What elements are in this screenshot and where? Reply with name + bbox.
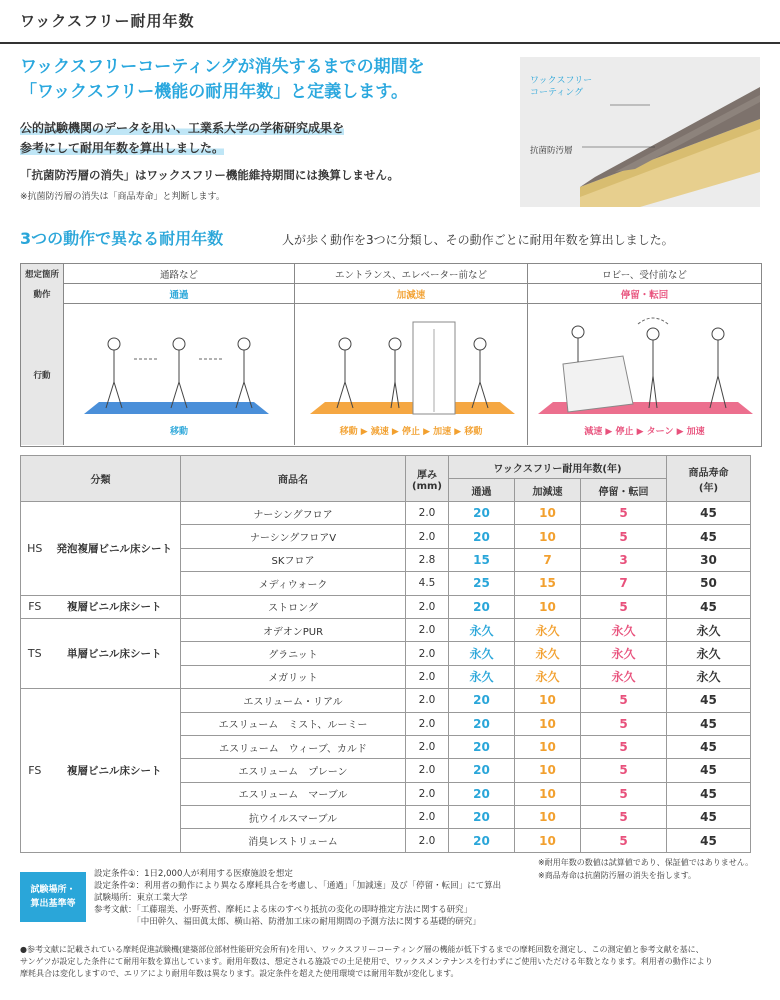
pass-years: 20	[449, 735, 515, 758]
product-name: 消臭レストリューム	[181, 829, 406, 852]
table-row	[21, 618, 751, 641]
motion-cell-stay: 停留・転回	[527, 284, 761, 304]
stay-years: 5	[581, 806, 667, 829]
product-life: 45	[667, 759, 751, 782]
product-life: 永久	[667, 642, 751, 665]
stay-years: 5	[581, 525, 667, 548]
header-thickness	[406, 456, 449, 502]
thickness-value: 4.5	[406, 572, 449, 595]
footnote-estimate: ※耐用年数の数値は試算値であり、保証値ではありません。	[538, 858, 754, 867]
pass-years: 15	[449, 548, 515, 571]
thickness-value: 2.0	[406, 689, 449, 712]
antibacterial-subnote: ※抗菌防汚層の消失は「商品寿命」と判断します。	[20, 192, 225, 202]
stay-years: 5	[581, 689, 667, 712]
conditions-badge-line-1: 試験場所・	[30, 885, 76, 895]
title-divider	[0, 42, 780, 44]
accel-years: 永久	[515, 642, 581, 665]
condition-line: 試験場所：東京工業大学	[94, 893, 188, 903]
wax-free-label-line-1: ワックスフリー	[530, 76, 593, 86]
product-life: 45	[667, 735, 751, 758]
table-row	[21, 502, 751, 525]
pass-years: 永久	[449, 618, 515, 641]
stay-years: 永久	[581, 665, 667, 688]
motion-cell-accel: 加減速	[294, 284, 527, 304]
product-life: 45	[667, 502, 751, 525]
durability-table-body	[21, 502, 751, 853]
thickness-value: 2.0	[406, 618, 449, 641]
condition-line: 参考文献：「工藤瑠美、小野英哲、摩耗による床のすべり抵抗の変化の即時推定方法に関する研究」	[94, 905, 473, 915]
pass-years: 20	[449, 595, 515, 618]
group-code: HS	[21, 502, 49, 596]
accel-years: 10	[515, 525, 581, 548]
thickness-value: 2.0	[406, 759, 449, 782]
accel-years: 永久	[515, 618, 581, 641]
place-cell: ロビー、受付前など	[527, 264, 761, 284]
pass-years: 永久	[449, 665, 515, 688]
pass-years: 20	[449, 502, 515, 525]
antibacterial-layer-label: 抗菌防汚層	[530, 146, 573, 156]
header-thickness-label: 厚み	[417, 469, 437, 481]
thickness-value: 2.0	[406, 829, 449, 852]
pass-years: 20	[449, 782, 515, 805]
stay-years: 5	[581, 829, 667, 852]
product-life: 永久	[667, 618, 751, 641]
test-conditions	[94, 868, 501, 928]
stay-years: 永久	[581, 642, 667, 665]
section-description: 人が歩く動作を3つに分類し、その動作ごとに耐用年数を算出しました。	[282, 233, 674, 247]
wax-free-label-line-2: コーティング	[530, 88, 584, 98]
product-life: 45	[667, 595, 751, 618]
group-name: 複層ビニル床シート	[49, 595, 181, 618]
product-name: オデオンPUR	[181, 618, 406, 641]
accel-years: 永久	[515, 665, 581, 688]
accel-years: 10	[515, 782, 581, 805]
pass-years: 20	[449, 525, 515, 548]
accel-years: 10	[515, 806, 581, 829]
intro-line-1: 公的試験機関のデータを用い、工業系大学の学術研究成果を	[20, 121, 345, 135]
accel-years: 10	[515, 735, 581, 758]
product-name: ナーシングフロアV	[181, 525, 406, 548]
place-cell: 通路など	[63, 264, 294, 284]
group-name: 複層ビニル床シート	[49, 689, 181, 853]
scene-stay	[527, 304, 761, 445]
product-name: 抗ウイルスマーブル	[181, 806, 406, 829]
table-row	[21, 689, 751, 712]
group-code: FS	[21, 595, 49, 618]
headline-line-1: ワックスフリーコーティングが消失するまでの期間を	[20, 57, 425, 77]
place-cell: エントランス、エレベーター前など	[294, 264, 527, 284]
group-code: FS	[21, 689, 49, 853]
motion-cell-pass: 通過	[63, 284, 294, 304]
pass-years: 20	[449, 712, 515, 735]
conditions-badge	[20, 872, 86, 922]
accel-years: 10	[515, 689, 581, 712]
product-name: エスリューム プレーン	[181, 759, 406, 782]
row-label-behavior: 行動	[21, 304, 63, 445]
row-label-place: 想定箇所	[21, 264, 63, 285]
accel-years: 7	[515, 548, 581, 571]
group-name: 単層ビニル床シート	[49, 618, 181, 688]
header-product: 商品名	[181, 456, 406, 502]
product-life: 永久	[667, 665, 751, 688]
product-name: エスリューム ミスト、ルーミー	[181, 712, 406, 735]
accel-years: 10	[515, 712, 581, 735]
product-life: 45	[667, 525, 751, 548]
stay-years: 5	[581, 712, 667, 735]
page-title: ワックスフリー耐用年数	[20, 12, 195, 30]
header-thickness-unit: (mm)	[412, 480, 442, 492]
pass-years: 20	[449, 829, 515, 852]
product-name: エスリューム ウィーブ、カルド	[181, 735, 406, 758]
scene-caption-pass: 移動	[169, 427, 188, 437]
row-label-motion: 動作	[21, 284, 63, 305]
stay-years: 5	[581, 759, 667, 782]
accel-years: 10	[515, 759, 581, 782]
right-footnotes	[538, 856, 753, 882]
footnote-life: ※商品寿命は抗菌防汚層の消失を指します。	[538, 871, 697, 880]
antibacterial-note: 「抗菌防汚層の消失」はワックスフリー機能維持期間には換算しません。	[20, 168, 400, 182]
header-years: ワックスフリー耐用年数(年)	[449, 456, 667, 479]
headline-line-2: 「ワックスフリー機能の耐用年数」と定義します。	[20, 82, 408, 102]
bottom-note-line: サンゲツが設定した条件にて耐用年数を算出しています。耐用年数は、想定される施設での土足使用で、ワックスメンテナンスを行わずにご使用いただける年数となります。利用者の動作により	[20, 957, 713, 966]
scene-accel	[294, 304, 527, 445]
stay-years: 7	[581, 572, 667, 595]
headline	[20, 55, 425, 105]
bottom-note-line: 摩耗具合は変化しますので、エリアにより耐用年数は異なります。設定条件を超えた使用環境では耐用年数が変化します。	[20, 969, 459, 978]
accel-years: 10	[515, 595, 581, 618]
product-name: エスリューム マーブル	[181, 782, 406, 805]
accel-years: 10	[515, 502, 581, 525]
accel-years: 10	[515, 829, 581, 852]
bottom-reference-note	[20, 944, 765, 980]
thickness-value: 2.0	[406, 806, 449, 829]
intro-text	[20, 118, 344, 158]
thickness-value: 2.0	[406, 712, 449, 735]
stay-years: 3	[581, 548, 667, 571]
pass-years: 25	[449, 572, 515, 595]
product-name: ナーシングフロア	[181, 502, 406, 525]
thickness-value: 2.0	[406, 642, 449, 665]
conditions-badge-line-2: 算出基準等	[30, 899, 76, 909]
product-life: 30	[667, 548, 751, 571]
product-life: 45	[667, 782, 751, 805]
condition-line: 設定条件②：利用者の動作により異なる摩耗具合を考慮し、「通過」「加減速」及び「停留・転回」にて算出	[94, 881, 502, 891]
product-name: メガリット	[181, 665, 406, 688]
stay-years: 5	[581, 782, 667, 805]
section-title: 3つの動作で異なる耐用年数	[20, 229, 224, 248]
header-pass: 通過	[449, 479, 515, 502]
product-name: エスリューム・リアル	[181, 689, 406, 712]
intro-line-2: 参考にして耐用年数を算出しました。	[20, 141, 225, 155]
product-name: SKフロア	[181, 548, 406, 571]
condition-line: 設定条件①：1日2,000人が利用する医療施設を想定	[94, 869, 293, 879]
product-name: ストロング	[181, 595, 406, 618]
scene-caption-stay: 減速 ▶ 停止 ▶ ターン ▶ 加速	[584, 427, 705, 437]
product-name: グラニット	[181, 642, 406, 665]
stay-years: 5	[581, 595, 667, 618]
product-life: 45	[667, 806, 751, 829]
header-life	[667, 456, 751, 502]
table-row	[21, 595, 751, 618]
header-category: 分類	[21, 456, 181, 502]
stay-years: 5	[581, 502, 667, 525]
accel-years: 15	[515, 572, 581, 595]
header-accel: 加減速	[515, 479, 581, 502]
thickness-value: 2.0	[406, 595, 449, 618]
product-life: 45	[667, 689, 751, 712]
thickness-value: 2.8	[406, 548, 449, 571]
pass-years: 20	[449, 806, 515, 829]
condition-line: 「中田幹久、福田眞太郎、横山裕、防滑加工床の耐用期間の予測方法に関する基礎的研究」	[94, 917, 481, 927]
action-table	[20, 263, 762, 447]
stay-years: 永久	[581, 618, 667, 641]
thickness-value: 2.0	[406, 665, 449, 688]
scene-pass	[63, 304, 294, 445]
product-life: 45	[667, 712, 751, 735]
thickness-value: 2.0	[406, 782, 449, 805]
stay-years: 5	[581, 735, 667, 758]
product-life: 45	[667, 829, 751, 852]
product-name: メディウォーク	[181, 572, 406, 595]
product-life: 50	[667, 572, 751, 595]
thickness-value: 2.0	[406, 502, 449, 525]
pass-years: 20	[449, 759, 515, 782]
scene-caption-accel: 移動 ▶ 減速 ▶ 停止 ▶ 加速 ▶ 移動	[339, 427, 483, 437]
durability-table	[20, 455, 751, 853]
header-life-unit: (年)	[698, 482, 719, 494]
pass-years: 永久	[449, 642, 515, 665]
pass-years: 20	[449, 689, 515, 712]
thickness-value: 2.0	[406, 525, 449, 548]
header-life-label: 商品寿命	[688, 467, 729, 479]
wax-free-coating-label	[530, 75, 592, 99]
floor-cross-section-illustration	[520, 57, 760, 207]
bottom-note-line: ●参考文献に記載されている摩耗促進試験機(建築部位部材性能研究会所有)を用い、ワックスフリーコーティング層の機能が低下するまでの摩耗回数を測定し、この測定値と参考文献を基に、	[20, 945, 704, 954]
header-stay: 停留・転回	[581, 479, 667, 502]
thickness-value: 2.0	[406, 735, 449, 758]
group-name: 発泡複層ビニル床シート	[49, 502, 181, 596]
group-code: TS	[21, 618, 49, 688]
